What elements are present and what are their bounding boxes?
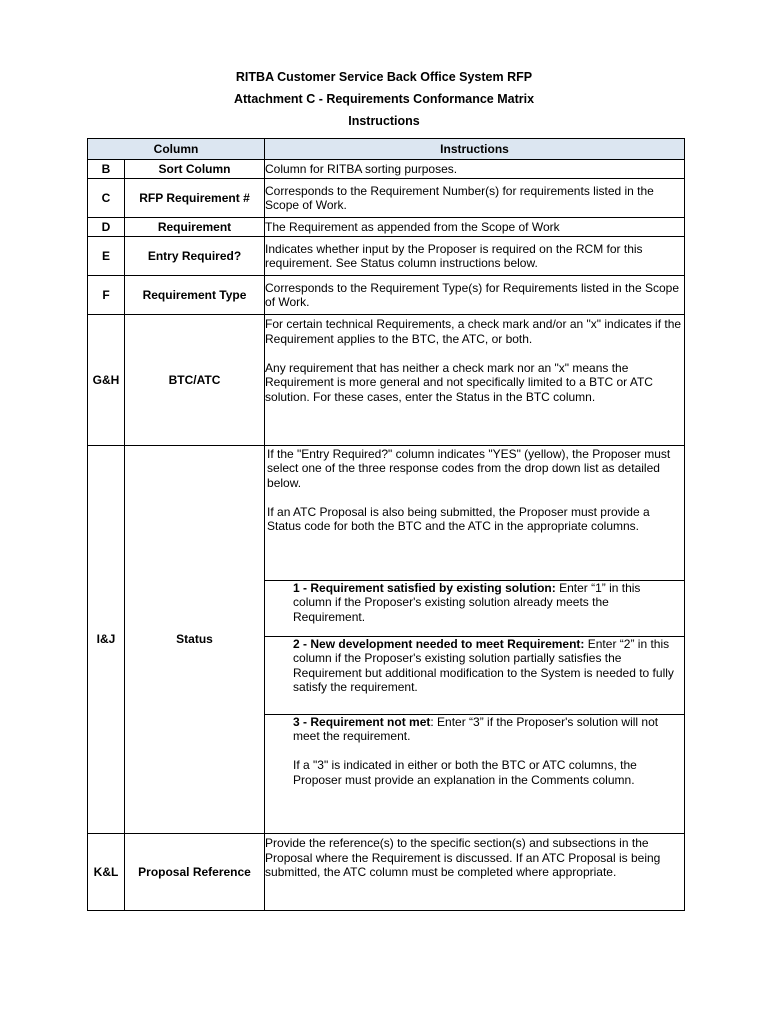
column-name: Sort Column [125, 160, 265, 179]
status-intro [265, 447, 684, 581]
table-row [88, 446, 685, 834]
status-code-description: : Enter “3” if the Proposer's solution will not meet the requirement. [293, 714, 659, 743]
instruction-text: Corresponds to the Requirement Number(s) for requirements listed in the Scope of Work. [265, 179, 685, 218]
status-code-3 [265, 715, 684, 833]
instruction-text: Indicates whether input by the Proposer is required on the RCM for this requirement. See Status column instructions below. [265, 237, 685, 276]
column-letter: C [88, 179, 125, 218]
status-instructions [265, 446, 685, 834]
table-row [88, 179, 685, 218]
status-code-label: 1 - Requirement satisfied by existing solution: [293, 580, 556, 595]
column-name: Proposal Reference [125, 834, 265, 911]
table-row [88, 276, 685, 315]
status-code-label: 2 - New development needed to meet Requirement: [293, 636, 585, 651]
document-title: RITBA Customer Service Back Office System RFP [235, 70, 533, 84]
column-letter: K&L [88, 834, 125, 911]
column-name: Requirement [125, 218, 265, 237]
status-code-description: Enter “2” in this column if the Proposer's existing solution partially satisfies the Requirement but additional modification to the System is needed to fully satisfy the requirement. [293, 636, 674, 694]
status-code-description: Enter “1” in this column if the Proposer's existing solution already meets the Requirement. [293, 580, 641, 624]
table-row [88, 237, 685, 276]
column-name: Requirement Type [125, 276, 265, 315]
column-header: Column [88, 139, 265, 160]
table-row [88, 834, 685, 911]
section-title: Instructions [348, 114, 420, 128]
instruction-text: Provide the reference(s) to the specific section(s) and subsections in the Proposal where the Requirement is discussed. If an ATC Proposal is being submitted, the ATC column must be completed where appropriate. [265, 834, 685, 911]
column-letter: E [88, 237, 125, 276]
column-letter: B [88, 160, 125, 179]
column-name: Status [125, 446, 265, 834]
column-name: RFP Requirement # [125, 179, 265, 218]
status-code-2 [265, 637, 684, 715]
table-row [88, 160, 685, 179]
instructions-header: Instructions [265, 139, 685, 160]
column-letter: F [88, 276, 125, 315]
table-row [88, 315, 685, 446]
status-code-1 [265, 581, 684, 637]
document-header [0, 66, 768, 132]
instruction-text: Column for RITBA sorting purposes. [265, 160, 685, 179]
conformance-matrix-table [87, 138, 685, 911]
column-letter: I&J [88, 446, 125, 834]
instruction-text: Corresponds to the Requirement Type(s) for Requirements listed in the Scope of Work. [265, 276, 685, 315]
column-letter: D [88, 218, 125, 237]
column-letter: G&H [88, 315, 125, 446]
instruction-text [265, 315, 685, 446]
column-name: Entry Required? [125, 237, 265, 276]
table-row [88, 218, 685, 237]
instruction-paragraph: For certain technical Requirements, a check mark and/or an "x" indicates if the Requirement applies to the BTC, the ATC, or both. [265, 317, 682, 346]
instruction-paragraph: If the "Entry Required?" column indicates "YES" (yellow), the Proposer must select one of the three response codes from the drop down list as detailed below. [267, 446, 671, 490]
status-code-label: 3 - Requirement not met [293, 714, 431, 729]
table-header-row [88, 139, 685, 160]
column-name: BTC/ATC [125, 315, 265, 446]
instruction-text: The Requirement as appended from the Scope of Work [265, 218, 685, 237]
instruction-paragraph: Any requirement that has neither a check mark nor an "x" means the Requirement is more general and not specifically limited to a BTC or ATC solution. For these cases, enter the Status in the BTC column. [265, 360, 653, 404]
status-code-note: If a "3" is indicated in either or both the BTC or ATC columns, the Proposer must provide an explanation in the Comments column. [293, 758, 637, 787]
instruction-paragraph: If an ATC Proposal is also being submitted, the Proposer must provide a Status code for both the BTC and the ATC in the appropriate columns. [267, 504, 650, 533]
document-subtitle: Attachment C - Requirements Conformance Matrix [233, 92, 535, 106]
